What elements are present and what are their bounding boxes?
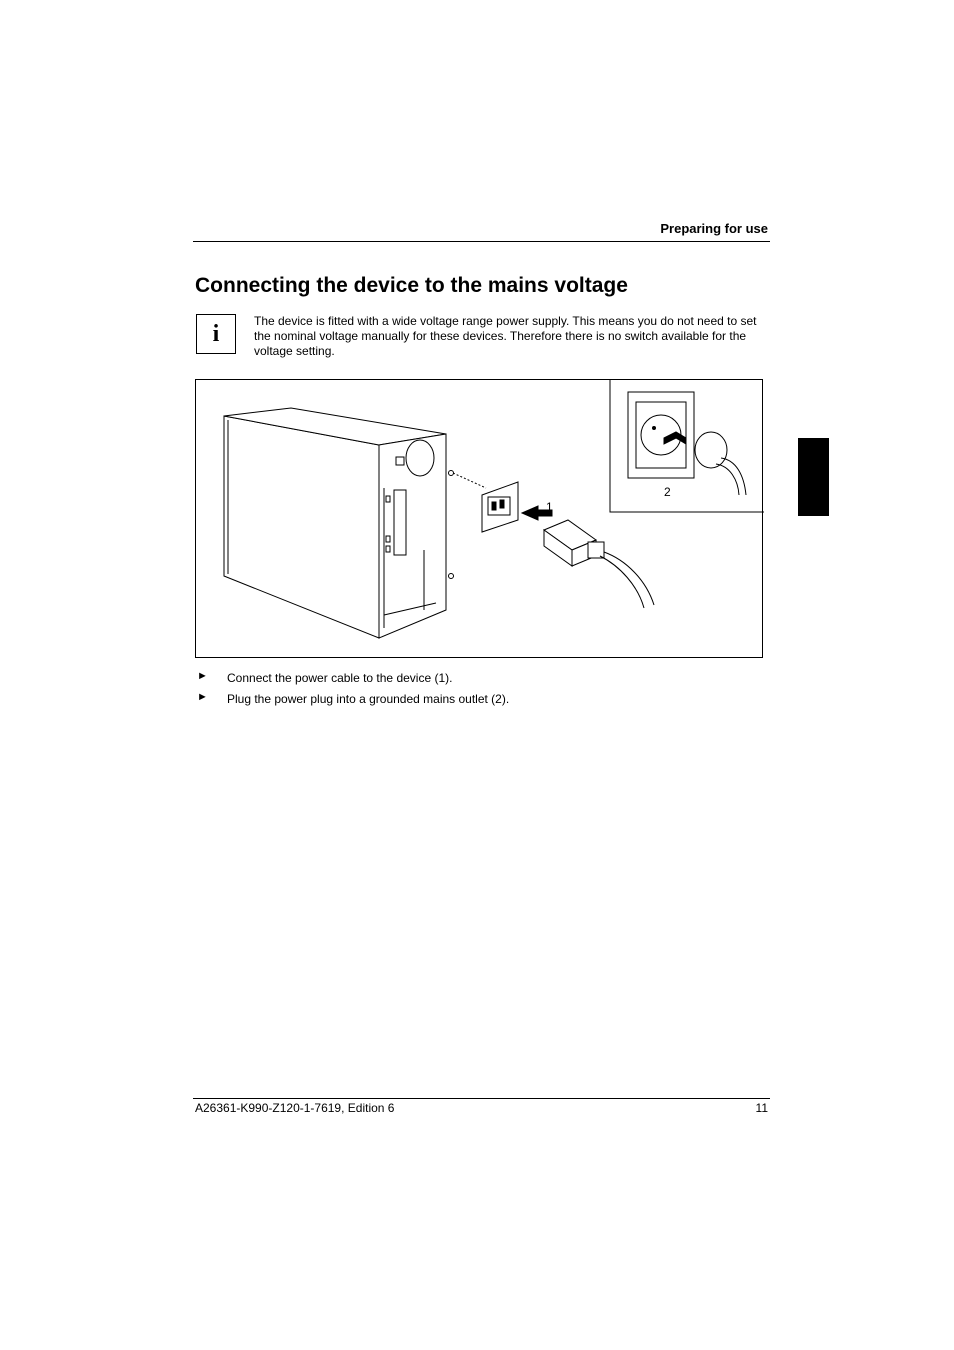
chapter-side-tab: [798, 438, 829, 516]
step-text: Connect the power cable to the device (1).: [227, 671, 453, 685]
pc-tower-drawing: [224, 408, 486, 638]
section-title: Connecting the device to the mains voltage: [195, 274, 628, 297]
callout-2: 2: [664, 485, 671, 499]
step-marker: ►: [197, 691, 208, 703]
step-marker: ►: [197, 670, 208, 682]
power-cable-plug: [544, 520, 654, 608]
header-rule: [193, 241, 770, 242]
info-glyph: i: [212, 320, 220, 347]
info-icon: [196, 314, 236, 354]
device-power-socket: [482, 482, 518, 532]
step-text: Plug the power plug into a grounded mains outlet (2).: [227, 692, 510, 706]
footer-document-id: A26361-K990-Z120-1-7619, Edition 6: [195, 1101, 395, 1115]
illustration-figure: [195, 379, 763, 658]
wall-outlet-inset: [610, 380, 764, 512]
power-connection-illustration: [196, 380, 764, 659]
callout-1: 1: [546, 500, 553, 514]
info-note-text: The device is fitted with a wide voltage range power supply. This means you do not need to set the nominal voltage manually for these devices. Therefore there is no switch available for the voltage setting.: [254, 314, 757, 358]
running-header-label: Preparing for use: [660, 221, 768, 236]
footer-page-number: 11: [755, 1101, 768, 1115]
footer-rule: [193, 1098, 770, 1099]
